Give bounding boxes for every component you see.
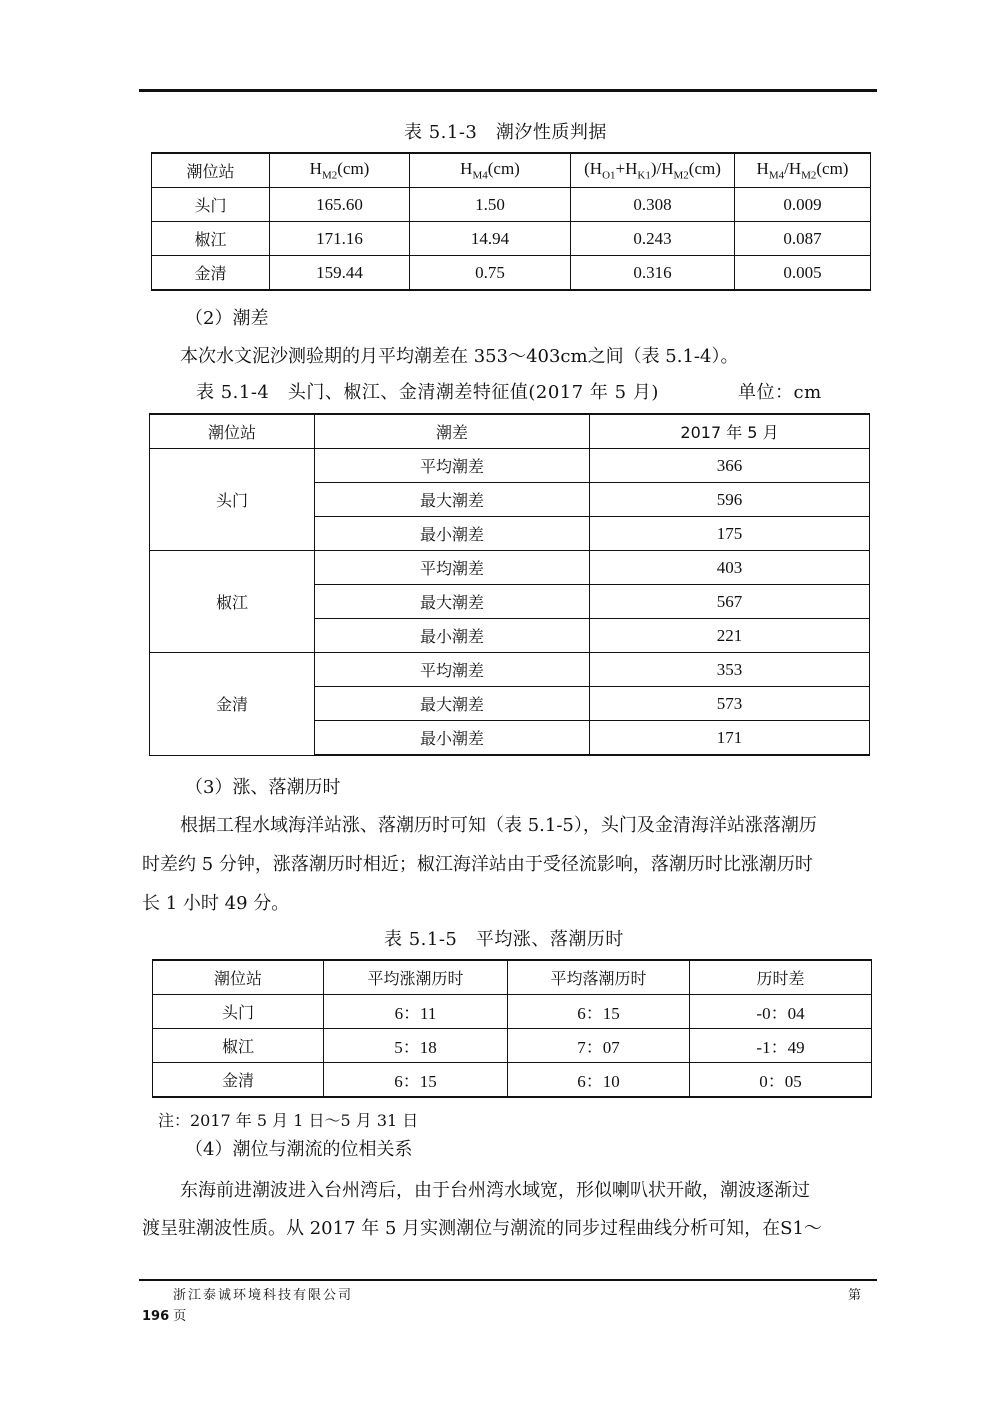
value-cell: 0.308 (571, 188, 735, 222)
tide-nature-table (151, 152, 871, 291)
value-cell: 14.94 (410, 222, 571, 256)
metric-cell: 最小潮差 (315, 721, 590, 756)
header-cell-hm4: $H_{M4}(cm)$ (410, 153, 571, 188)
table-header-row (153, 960, 872, 995)
value-cell: 0.316 (571, 256, 735, 291)
section4-line-1: 东海前进潮波进入台州湾后，由于台州湾水域宽，形似喇叭状开敞，潮波逐渐过 (180, 1180, 810, 1201)
header-cell-ratio2: $H_{M4}/H_{M2}(cm)$ (735, 153, 871, 188)
table-row (153, 995, 872, 1029)
metric-cell: 最小潮差 (315, 517, 590, 551)
footer-page-number (142, 1305, 186, 1324)
station-cell: 头门 (150, 449, 315, 551)
tide-range-table (149, 413, 870, 756)
value-cell: 596 (590, 483, 870, 517)
station-cell: 头门 (153, 995, 324, 1029)
station-cell: 金清 (150, 653, 315, 756)
station-cell: 椒江 (153, 1029, 324, 1063)
table-header-row (152, 153, 871, 188)
value-cell: 0.75 (410, 256, 571, 291)
header-cell-ratio1: $(H_{O1}+H_{K1})/H_{M2}(cm)$ (571, 153, 735, 188)
table1-caption: 表 5.1-3 潮汐性质判据 (404, 122, 607, 143)
value-cell: 5：18 (324, 1029, 508, 1063)
value-cell: 0.243 (571, 222, 735, 256)
header-cell: 潮位站 (150, 414, 315, 449)
value-cell: 6：11 (324, 995, 508, 1029)
metric-cell: 平均潮差 (315, 449, 590, 483)
value-cell: 6：10 (508, 1063, 690, 1098)
page-number: 196 (142, 1309, 170, 1324)
metric-cell: 最小潮差 (315, 619, 590, 653)
header-rule (139, 89, 877, 92)
metric-cell: 平均潮差 (315, 653, 590, 687)
value-cell: 159.44 (270, 256, 410, 291)
metric-cell: 最大潮差 (315, 483, 590, 517)
value-cell: 0.005 (735, 256, 871, 291)
table2-unit: 单位：cm (738, 382, 822, 403)
value-cell: 1.50 (410, 188, 571, 222)
value-cell: 165.60 (270, 188, 410, 222)
value-cell: -0：04 (690, 995, 872, 1029)
value-cell: 0：05 (690, 1063, 872, 1098)
value-cell: 567 (590, 585, 870, 619)
table-row (153, 1063, 872, 1098)
station-cell: 金清 (153, 1063, 324, 1098)
section3-line-2: 时差约 5 分钟，涨落潮历时相近；椒江海洋站由于受径流影响，落潮历时比涨潮历时 (142, 854, 813, 875)
value-cell: 366 (590, 449, 870, 483)
header-cell-hm2: $H_{M2}(cm)$ (270, 153, 410, 188)
value-cell: 0.009 (735, 188, 871, 222)
header-cell: 2017 年 5 月 (590, 414, 870, 449)
table-row (153, 1029, 872, 1063)
table3-caption: 表 5.1-5 平均涨、落潮历时 (384, 929, 624, 950)
table-row (152, 256, 871, 291)
footer-rule (139, 1279, 877, 1281)
header-cell: 潮差 (315, 414, 590, 449)
header-cell: 潮位站 (153, 960, 324, 995)
value-cell: 221 (590, 619, 870, 653)
station-cell: 金清 (152, 256, 270, 291)
table-header-row (150, 414, 870, 449)
section4-line-2: 渡呈驻潮波性质。从 2017 年 5 月实测潮位与潮流的同步过程曲线分析可知，在S1～ (142, 1218, 822, 1239)
table-row (150, 551, 870, 585)
footer-page-prefix: 第 (848, 1288, 862, 1303)
value-cell: 175 (590, 517, 870, 551)
value-cell: 0.087 (735, 222, 871, 256)
tide-duration-table (152, 959, 872, 1098)
value-cell: 6：15 (508, 995, 690, 1029)
table-row (152, 222, 871, 256)
station-cell: 椒江 (152, 222, 270, 256)
station-cell: 椒江 (150, 551, 315, 653)
value-cell: -1：49 (690, 1029, 872, 1063)
header-cell: 平均涨潮历时 (324, 960, 508, 995)
table2-caption: 表 5.1-4 头门、椒江、金清潮差特征值(2017 年 5 月) (196, 382, 659, 403)
value-cell: 403 (590, 551, 870, 585)
section2-paragraph: 本次水文泥沙测验期的月平均潮差在 353～403cm之间（表 5.1-4）。 (180, 346, 739, 367)
page-suffix: 页 (173, 1309, 187, 1324)
header-cell: 平均落潮历时 (508, 960, 690, 995)
value-cell: 573 (590, 687, 870, 721)
section3-heading: （3）涨、落潮历时 (185, 777, 341, 798)
section2-heading: （2）潮差 (185, 308, 269, 329)
value-cell: 353 (590, 653, 870, 687)
header-cell: 历时差 (690, 960, 872, 995)
metric-cell: 平均潮差 (315, 551, 590, 585)
table-row (150, 653, 870, 687)
value-cell: 6：15 (324, 1063, 508, 1098)
value-cell: 171.16 (270, 222, 410, 256)
table-row (152, 188, 871, 222)
section3-line-1: 根据工程水域海洋站涨、落潮历时可知（表 5.1-5），头门及金清海洋站涨落潮历 (180, 815, 817, 836)
value-cell: 7：07 (508, 1029, 690, 1063)
value-cell: 171 (590, 721, 870, 756)
table3-note: 注：2017 年 5 月 1 日～5 月 31 日 (158, 1111, 419, 1130)
metric-cell: 最大潮差 (315, 687, 590, 721)
footer-company: 浙江泰诚环境科技有限公司 (173, 1288, 354, 1303)
section3-line-3: 长 1 小时 49 分。 (142, 893, 290, 914)
station-cell: 头门 (152, 188, 270, 222)
table-row (150, 449, 870, 483)
metric-cell: 最大潮差 (315, 585, 590, 619)
section4-heading: （4）潮位与潮流的位相关系 (185, 1139, 413, 1160)
header-cell: 潮位站 (152, 153, 270, 188)
